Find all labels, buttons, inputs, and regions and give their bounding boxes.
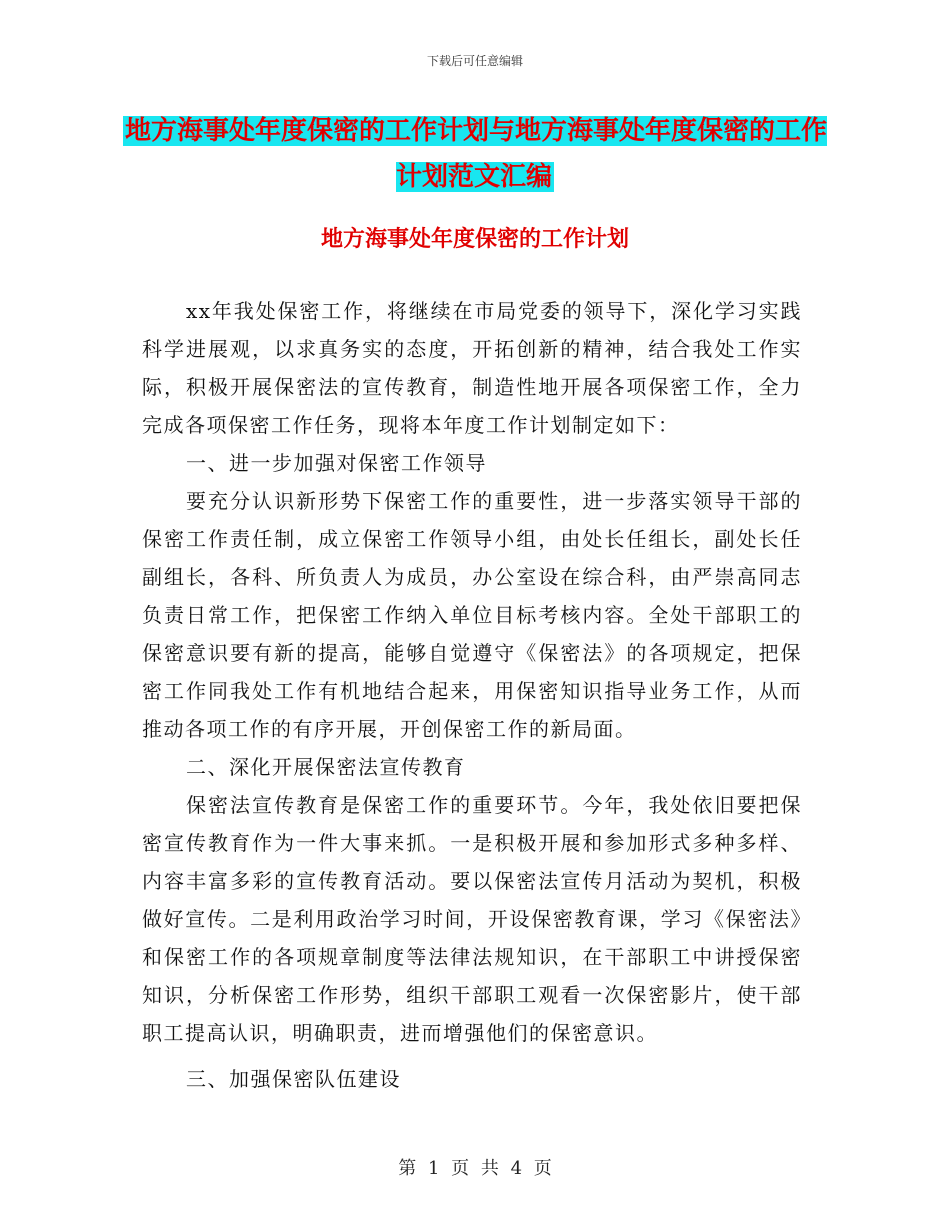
heading-3: 三、加强保密队伍建设 [186, 1067, 401, 1091]
page-footer: 第 1 页 共 4 页 [398, 1158, 552, 1179]
paragraph-intro: xx年我处保密工作，将继续在市局党委的领导下，深化学习实践科学进展观，以求真务实的态度，开拓创新的精神，结合我处工作实际，积极开展保密法的宣传教育，制造性地开展各项保密工作，全力完成各项保密工作任务，现将本年度工作计划制定如下： [142, 299, 802, 437]
section-title: 地方海事处年度保密的工作计划 [320, 226, 629, 252]
paragraph-1: 要充分认识新形势下保密工作的重要性，进一步落实领导干部的保密工作责任制，成立保密工作领导小组，由处长任组长，副处长任副组长，各科、所负责人为成员，办公室设在综合科，由严崇高同志负责日常工作，把保密工作纳入单位目标考核内容。全处干部职工的保密意识要有新的提高，能够自觉遵守《保密法》的各项规定，把保密工作同我处工作有机地结合起来，用保密知识指导业务工作，从而推动各项工作的有序开展，开创保密工作的新局面。 [142, 489, 802, 741]
document-title-text: 地方海事处年度保密的工作计划与地方海事处年度保密的工作计划范文汇编 [124, 116, 827, 192]
body-text [142, 292, 802, 1098]
header-note: 下载后可任意编辑 [426, 54, 523, 68]
heading-2: 二、深化开展保密法宣传教育 [186, 755, 466, 779]
heading-1: 一、进一步加强对保密工作领导 [186, 451, 487, 475]
paragraph-2: 保密法宣传教育是保密工作的重要环节。今年，我处依旧要把保密宣传教育作为一件大事来抓。一是积极开展和参加形式多种多样、内容丰富多彩的宣传教育活动。要以保密法宣传月活动为契机，积极做好宣传。二是利用政治学习时间，开设保密教育课，学习《保密法》和保密工作的各项规章制度等法律法规知识，在干部职工中讲授保密知识，分析保密工作形势，组织干部职工观看一次保密影片，使干部职工提高认识，明确职责，进而增强他们的保密意识。 [142, 793, 802, 1045]
document-title [120, 108, 830, 200]
